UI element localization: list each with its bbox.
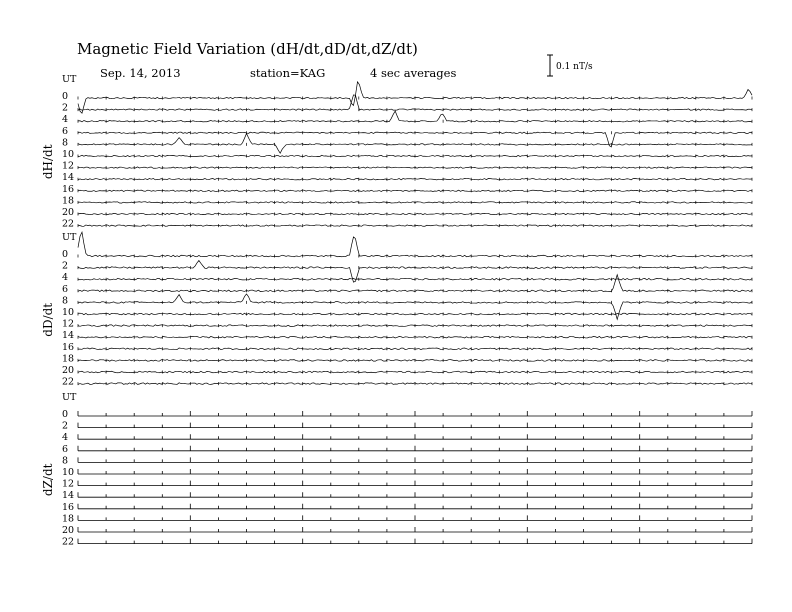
component-label: dH/dt (41, 144, 55, 180)
hour-tick-label: 0 (62, 249, 69, 260)
trace-dD-dt-row-10 (78, 313, 752, 316)
trace-dZ-dt-row-6 (78, 446, 752, 451)
trace-dH-dt-row-8 (78, 133, 752, 153)
hour-tick-label: 18 (62, 513, 75, 525)
hour-tick-label: 12 (62, 478, 75, 490)
panel-dD-dt (41, 232, 752, 388)
hour-tick-label: 16 (62, 183, 75, 195)
hour-tick-label: 22 (62, 536, 75, 548)
hour-tick-label: 22 (62, 218, 75, 230)
scale-bar (547, 55, 593, 76)
hour-tick-label: 22 (62, 376, 75, 388)
hour-tick-label: 2 (62, 420, 69, 432)
trace-dD-dt-row-22 (78, 382, 752, 385)
hour-tick-label: 8 (62, 295, 69, 307)
trace-dH-dt-row-22 (78, 224, 752, 227)
hour-tick-label: 6 (62, 125, 69, 137)
hour-tick-label: 6 (62, 283, 69, 295)
scale-bar-label: 0.1 nT/s (556, 62, 593, 72)
hour-tick-label: 16 (62, 501, 75, 513)
trace-dZ-dt-row-2 (78, 423, 752, 428)
trace-dH-dt-row-10 (78, 155, 752, 158)
hour-tick-label: 18 (62, 195, 75, 207)
hour-tick-label: 2 (62, 102, 69, 114)
trace-dZ-dt-row-16 (78, 504, 752, 509)
hour-tick-label: 4 (62, 114, 69, 126)
trace-dZ-dt-row-20 (78, 527, 752, 532)
hour-tick-label: 8 (62, 137, 69, 149)
panels (41, 74, 752, 548)
trace-dH-dt-row-18 (78, 201, 752, 204)
trace-dD-dt-row-18 (78, 359, 752, 362)
trace-dZ-dt-row-8 (78, 457, 752, 462)
hour-tick-label: 20 (62, 525, 75, 536)
hour-tick-label: 14 (62, 490, 75, 502)
component-label: dZ/dt (41, 463, 55, 497)
trace-dZ-dt-row-14 (78, 492, 752, 497)
panel-dH-dt (41, 74, 752, 230)
trace-dH-dt-row-14 (78, 178, 752, 181)
ut-label: UT (62, 232, 77, 243)
hour-tick-label: 4 (62, 272, 69, 284)
trace-dH-dt-row-20 (78, 213, 752, 216)
hour-tick-label: 4 (62, 432, 69, 444)
hour-tick-label: 10 (62, 307, 75, 318)
averaging-label: 4 sec averages (370, 66, 457, 80)
trace-dD-dt-row-6 (78, 275, 752, 293)
trace-dZ-dt-row-18 (78, 515, 752, 520)
hour-tick-label: 0 (62, 91, 69, 102)
hour-tick-label: 14 (62, 172, 75, 184)
ut-label: UT (62, 392, 77, 403)
trace-dH-dt-row-4 (78, 111, 752, 123)
hour-tick-label: 8 (62, 455, 69, 467)
hour-tick-label: 20 (62, 365, 75, 376)
trace-dD-dt-row-16 (78, 347, 752, 350)
trace-dD-dt-row-20 (78, 371, 752, 374)
trace-dH-dt-row-16 (78, 189, 752, 192)
hour-tick-label: 18 (62, 353, 75, 365)
trace-dD-dt-row-4 (78, 278, 752, 281)
hour-tick-label: 20 (62, 207, 75, 218)
trace-dD-dt-row-8 (78, 294, 752, 319)
trace-dD-dt-row-14 (78, 336, 752, 339)
trace-dZ-dt-row-0 (78, 411, 752, 416)
hour-tick-label: 10 (62, 149, 75, 160)
hour-tick-label: 2 (62, 260, 69, 272)
trace-dD-dt-row-0 (78, 232, 752, 257)
hour-tick-label: 16 (62, 341, 75, 353)
hour-tick-label: 12 (62, 160, 75, 172)
trace-dZ-dt-row-4 (78, 434, 752, 439)
ut-label: UT (62, 74, 77, 85)
trace-dZ-dt-row-10 (78, 469, 752, 474)
hour-tick-label: 14 (62, 330, 75, 342)
chart-title: Magnetic Field Variation (dH/dt,dD/dt,dZ/dt) (77, 40, 418, 58)
trace-dD-dt-row-12 (78, 324, 752, 327)
hour-tick-label: 6 (62, 443, 69, 455)
station-label: station=KAG (250, 66, 326, 80)
hour-tick-label: 12 (62, 318, 75, 330)
panel-dZ-dt (41, 392, 752, 548)
date-label: Sep. 14, 2013 (100, 66, 181, 80)
trace-dZ-dt-row-22 (78, 539, 752, 544)
trace-dH-dt-row-12 (78, 166, 752, 169)
component-label: dD/dt (41, 302, 55, 337)
hour-tick-label: 10 (62, 467, 75, 478)
hour-tick-label: 0 (62, 409, 69, 420)
trace-dZ-dt-row-12 (78, 481, 752, 486)
